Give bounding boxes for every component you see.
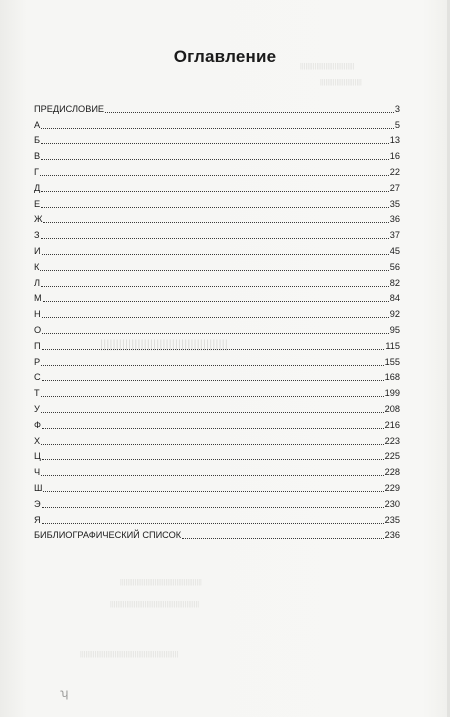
toc-entry	[34, 225, 400, 241]
toc-entry-label: Ф	[34, 419, 41, 430]
toc-entry-label: ПРЕДИСЛОВИЕ	[34, 103, 105, 114]
dot-leader	[41, 143, 389, 144]
toc-entry	[34, 478, 400, 494]
toc-entry-label: Ц	[34, 451, 41, 462]
toc-entry	[34, 415, 400, 431]
toc-entry	[34, 526, 400, 542]
toc-entry-label: О	[34, 324, 42, 335]
toc-entry	[34, 115, 400, 131]
bleed-through-text: |||||||||||||||||||||||||||||||||||||||||	[100, 337, 228, 351]
toc-entry	[34, 241, 400, 257]
toc-entry-page-number: 5	[394, 119, 400, 130]
toc-entry	[34, 99, 400, 115]
toc-entry-page-number: 229	[384, 482, 400, 493]
toc-entry	[34, 257, 400, 273]
dot-leader	[42, 523, 384, 524]
toc-entry-page-number: 3	[394, 103, 400, 114]
toc-entry-page-number: 115	[385, 340, 400, 351]
toc-entry-page-number: 84	[389, 293, 400, 304]
toc-entry	[34, 462, 400, 478]
bleed-through-text: |||||||||||||||||||||||	[320, 79, 362, 86]
toc-entry-label: Ш	[34, 482, 43, 493]
dot-leader	[42, 459, 384, 460]
toc-entry	[34, 320, 400, 336]
toc-entry-label: А	[34, 119, 41, 130]
dot-leader	[41, 207, 389, 208]
toc-entry-label: БИБЛИОГРАФИЧЕСКИЙ СПИСОК	[34, 530, 182, 541]
dot-leader	[41, 238, 389, 239]
dot-leader	[41, 444, 384, 445]
toc-entry	[34, 131, 400, 147]
toc-entry-label: Н	[34, 309, 41, 320]
toc-entry-page-number: 155	[384, 356, 400, 367]
toc-entry-label: Х	[34, 435, 41, 446]
toc-entry	[34, 289, 400, 305]
toc-entry-label: И	[34, 245, 41, 256]
toc-entry-label: В	[34, 151, 41, 162]
toc-entry-label: Б	[34, 135, 41, 146]
toc-entry	[34, 304, 400, 320]
toc-entry-label: Р	[34, 356, 41, 367]
toc-entry-page-number: 225	[384, 451, 400, 462]
toc-entry	[34, 447, 400, 463]
dot-leader	[43, 222, 388, 223]
toc-entry	[34, 431, 400, 447]
toc-entry-label: У	[34, 403, 40, 414]
toc-entry-label: Г	[34, 166, 39, 177]
bleed-through-text: |||||||||||||||||||||||||||||||||||||||||||||||||	[110, 601, 200, 608]
dot-leader	[42, 317, 389, 318]
bleed-through-text: |||||||||||||||||||||||||||||||||||||||||||||	[120, 579, 202, 586]
toc-entry	[34, 194, 400, 210]
toc-entry-page-number: 82	[389, 277, 400, 288]
toc-entry	[34, 352, 400, 368]
toc-entry	[34, 399, 400, 415]
toc-entry-page-number: 223	[384, 435, 400, 446]
toc-entry-page-number: 95	[389, 324, 400, 335]
dot-leader	[42, 349, 385, 350]
dot-leader	[41, 365, 384, 366]
toc-entry-label: З	[34, 230, 40, 241]
toc-entry	[34, 273, 400, 289]
page-title: Оглавление	[173, 47, 277, 66]
toc-entry	[34, 336, 400, 352]
dot-leader	[41, 191, 389, 192]
toc-entry-label: Ж	[34, 214, 43, 225]
toc-entry-page-number: 36	[389, 214, 400, 225]
dot-leader	[41, 159, 389, 160]
dot-leader	[41, 396, 384, 397]
dot-leader	[105, 112, 394, 113]
toc-entry	[34, 210, 400, 226]
toc-entry-label: П	[34, 340, 41, 351]
toc-entry-page-number: 22	[389, 166, 400, 177]
toc-entry	[34, 510, 400, 526]
toc-entry-page-number: 35	[389, 198, 400, 209]
toc-entry-page-number: 168	[384, 372, 400, 383]
toc-entry-page-number: 16	[389, 151, 400, 162]
toc-entry	[34, 178, 400, 194]
toc-entry	[34, 383, 400, 399]
toc-entry-label: С	[34, 372, 41, 383]
dot-leader	[42, 428, 384, 429]
toc-entry-page-number: 27	[389, 182, 400, 193]
toc-entry-page-number: 230	[384, 498, 400, 509]
toc-entry-page-number: 199	[384, 388, 400, 399]
toc-entry-page-number: 235	[384, 514, 400, 525]
toc-entry	[34, 146, 400, 162]
toc-entry	[34, 494, 400, 510]
dot-leader	[182, 538, 384, 539]
dot-leader	[42, 333, 389, 334]
toc-entry-page-number: 37	[389, 230, 400, 241]
toc-entry-page-number: 13	[389, 135, 400, 146]
dot-leader	[43, 491, 383, 492]
toc-entry-label: Т	[34, 388, 40, 399]
dot-leader	[40, 175, 389, 176]
dot-leader	[42, 254, 389, 255]
toc-entry-page-number: 236	[384, 530, 400, 541]
toc-entry-label: Э	[34, 498, 41, 509]
handwritten-mark-icon: ʮ	[60, 686, 69, 700]
dot-leader	[41, 128, 394, 129]
toc-entry-page-number: 92	[389, 309, 400, 320]
dot-leader	[43, 301, 389, 302]
dot-leader	[42, 507, 384, 508]
toc-entry-page-number: 208	[384, 403, 400, 414]
dot-leader	[40, 270, 388, 271]
toc-entry-page-number: 45	[389, 245, 400, 256]
bleed-through-text: ||||||||||||||||||||||||||||||||||||||||||||||||||||||	[80, 651, 179, 658]
toc-entry-label: Д	[34, 182, 41, 193]
toc-entry-page-number: 216	[384, 419, 400, 430]
dot-leader	[42, 380, 384, 381]
toc-entry-page-number: 56	[389, 261, 400, 272]
dot-leader	[41, 412, 384, 413]
toc-entry-label: Я	[34, 514, 41, 525]
table-of-contents	[34, 99, 400, 541]
toc-entry-label: Ч	[34, 467, 41, 478]
toc-entry	[34, 162, 400, 178]
toc-entry-label: К	[34, 261, 40, 272]
toc-entry	[34, 368, 400, 384]
bleed-through-text: ||||||||||||||||||||||||||||||	[300, 63, 355, 70]
toc-entry-label: М	[34, 293, 42, 304]
toc-entry-label: Л	[34, 277, 41, 288]
toc-entry-label: Е	[34, 198, 41, 209]
dot-leader	[41, 475, 384, 476]
dot-leader	[41, 286, 389, 287]
toc-entry-page-number: 228	[384, 467, 400, 478]
